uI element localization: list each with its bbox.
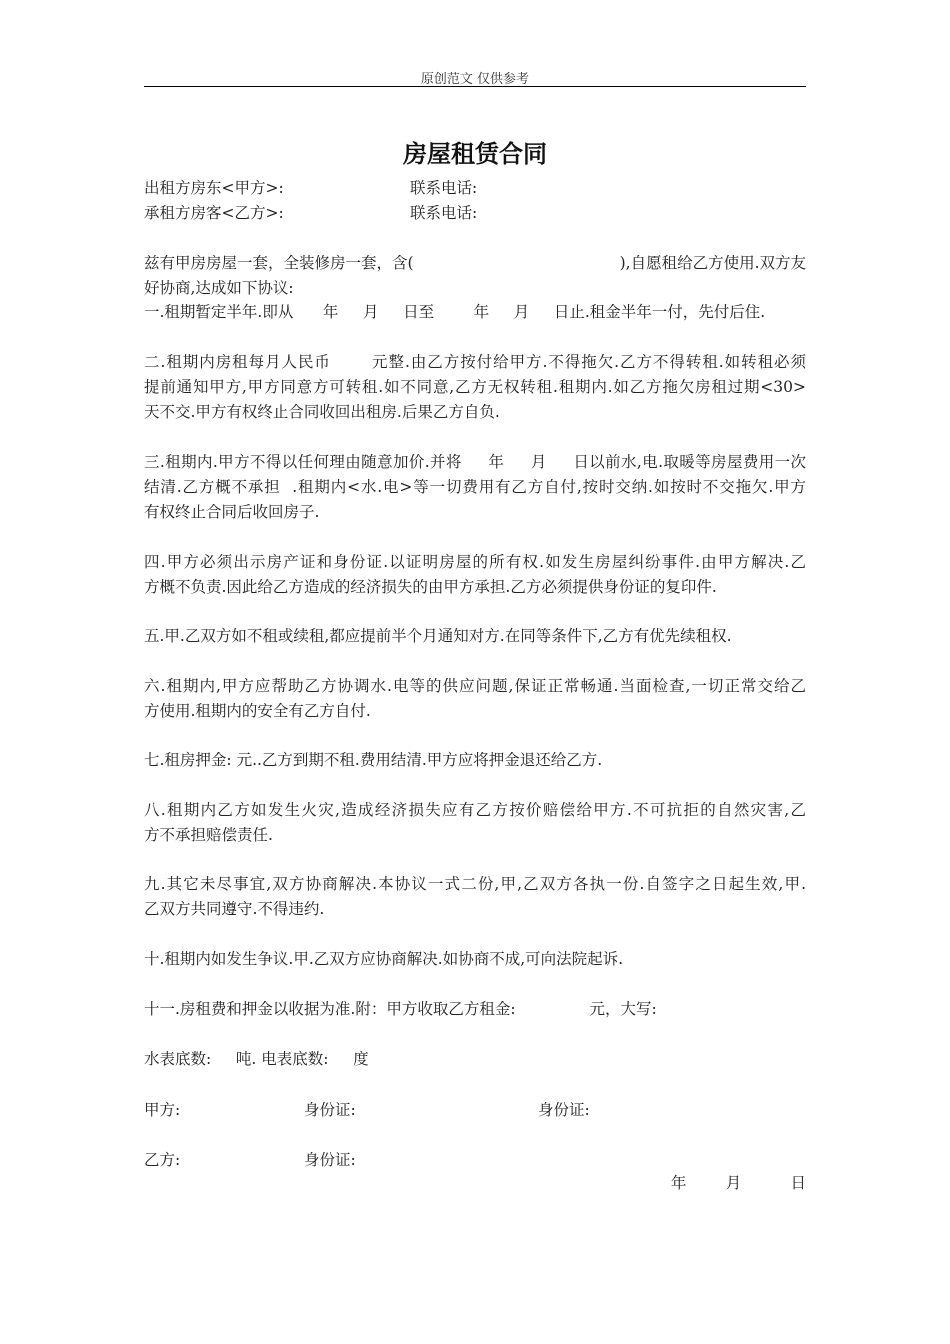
signing-date: 年 月 日 <box>670 1174 806 1192</box>
clause-3-line2: 结清.乙方概不承担 .租期内<水.电>等一切费用有乙方自付,按时交纳.如按时不交拖欠.甲方 <box>144 478 806 496</box>
lessor-label: 出租方房东<甲方>: <box>144 179 284 197</box>
meter-readings: 水表底数: 吨. 电表底数: 度 <box>144 1050 369 1068</box>
lessee-label: 承租方房客<乙方>: <box>144 204 284 222</box>
clause-11: 十一.房租费和押金以收据为准.附：甲方收取乙方租金: 元，大写: <box>144 1000 657 1018</box>
clause-7: 七.租房押金: 元..乙方到期不租.费用结清.甲方应将押金退还给乙方. <box>144 751 603 769</box>
clause-10: 十.租期内如发生争议.甲.乙双方应协商解决.如协商不成,可向法院起诉. <box>144 950 624 968</box>
party-a-id-label: 身份证: <box>304 1101 356 1119</box>
page-header-text: 原创范文 仅供参考 <box>420 72 530 87</box>
clause-2-line1: 二.租期内房租每月人民币 元整.由乙方按付给甲方.不得拖欠.乙方不得转租.如转租必须 <box>144 353 806 371</box>
lessee-phone-label: 联系电话: <box>410 204 478 222</box>
header-divider <box>144 86 806 87</box>
extra-id-label: 身份证: <box>538 1101 590 1119</box>
clause-4-line2: 方概不负责.因此给乙方造成的经济损失的由甲方承担.乙方必须提供身份证的复印件. <box>144 578 717 596</box>
clause-4-line1: 四.甲方必须出示房产证和身份证.以证明房屋的所有权.如发生房屋纠纷事件.由甲方解决.乙 <box>144 553 806 571</box>
document-title: 房屋租赁合同 <box>403 139 547 168</box>
intro-line1-right: ),自愿租给乙方使用.双方友 <box>619 254 806 272</box>
intro-line1-left: 兹有甲房房屋一套，全装修房一套，含( <box>144 254 414 272</box>
clause-8-line2: 方不承担赔偿责任. <box>144 826 273 844</box>
clause-1: 一.租期暂定半年.即从 年 月 日至 年 月 日止.租金半年一付，先付后住. <box>144 303 766 321</box>
clause-3-line1: 三.租期内.甲方不得以任何理由随意加价.并将 年 月 日以前水,电.取暖等房屋费用一次 <box>144 453 806 471</box>
clause-6-line2: 方使用.租期内的安全有乙方自付. <box>144 702 371 720</box>
clause-2-line3: 天不交.甲方有权终止合同收回出租房.后果乙方自负. <box>144 403 500 421</box>
clause-5: 五.甲.乙双方如不租或续租,都应提前半个月通知对方.在同等条件下,乙方有优先续租权. <box>144 627 732 645</box>
clause-8-line1: 八.租期内乙方如发生火灾,造成经济损失应有乙方按价赔偿给甲方.不可抗拒的自然灾害,乙 <box>144 801 806 819</box>
party-b-signature-label: 乙方: <box>144 1151 181 1169</box>
party-a-signature-label: 甲方: <box>144 1101 181 1119</box>
party-b-id-label: 身份证: <box>304 1151 356 1169</box>
clause-9-line2: 乙双方共同遵守.不得违约. <box>144 900 325 918</box>
clause-2-line2: 提前通知甲方,甲方同意方可转租.如不同意,乙方无权转租.租期内.如乙方拖欠房租过期<30> <box>144 378 806 396</box>
clause-3-line3: 有权终止合同后收回房子. <box>144 503 320 521</box>
lessor-phone-label: 联系电话: <box>410 179 478 197</box>
clause-6-line1: 六.租期内,甲方应帮助乙方协调水.电等的供应问题,保证正常畅通.当面检查,一切正常交给乙 <box>144 677 806 695</box>
clause-9-line1: 九.其它未尽事宜,双方协商解决.本协议一式二份,甲,乙双方各执一份.自签字之日起生效,甲. <box>144 875 806 893</box>
intro-line2: 好协商,达成如下协议: <box>144 279 294 297</box>
